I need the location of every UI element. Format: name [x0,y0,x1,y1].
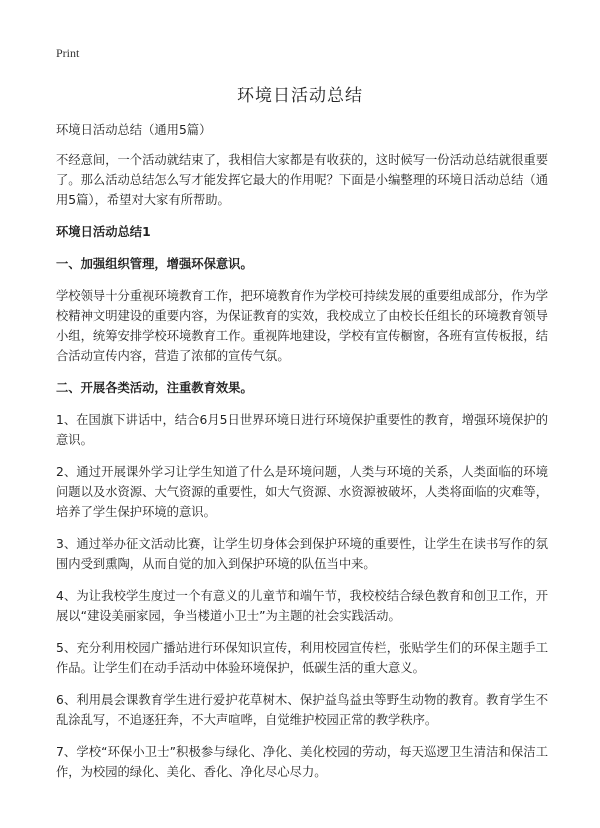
intro-paragraph: 不经意间，一个活动就结束了，我相信大家都是有收获的，这时候写一份活动总结就很重要了。那么活动总结怎么写才能发挥它最大的作用呢？下面是小编整理的环境日活动总结（通用5篇），希望对大家有所帮助。 [56,153,548,207]
list-item: 1、在国旗下讲话中，结合6月5日世界环境日进行环境保护重要性的教育，增强环境保护的意识。 [56,413,548,447]
list-item: 4、为让我校学生度过一个有意义的儿童节和端午节，我校校结合绿色教育和创卫工作，开展以“建设美丽家园，争当楼道小卫士”为主题的社会实践活动。 [56,589,548,623]
section-title: 环境日活动总结1 [56,225,151,239]
document-body [56,120,548,794]
document-subtitle: 环境日活动总结（通用5篇） [56,123,212,137]
list-item: 7、学校“环保小卫士”积极参与绿化、净化、美化校园的劳动，每天巡逻卫生清洁和保洁工作，为校园的绿化、美化、香化、净化尽心尽力。 [56,745,548,779]
page-title: 环境日活动总结 [237,86,363,106]
print-link[interactable]: Print [56,46,80,60]
list-item: 6、利用晨会课教育学生进行爱护花草树木、保护益鸟益虫等野生动物的教育。教育学生不乱涂乱写，不追逐狂奔，不大声喧哗，自觉维护校园正常的教学秩序。 [56,693,548,727]
paragraph-organization: 学校领导十分重视环境教育工作，把环境教育作为学校可持续发展的重要组成部分，作为学校精神文明建设的重要内容，为保证教育的实效，我校成立了由校长任组长的环境教育领导小组，统筹安排学校环境教育工作。重视阵地建设，学校有宣传橱窗，各班有宣传板报，结合活动宣传内容，营造了浓郁的宣传气氛。 [56,289,548,363]
heading-organization: 一、加强组织管理，增强环保意识。 [56,257,253,271]
list-item: 5、充分利用校园广播站进行环保知识宣传，利用校园宣传栏，张贴学生们的环保主题手工作品。让学生们在动手活动中体验环境保护，低碳生活的重大意义。 [56,641,548,675]
list-item: 2、通过开展课外学习让学生知道了什么是环境问题，人类与环境的关系，人类面临的环境问题以及水资源、大气资源的重要性，如大气资源、水资源被破坏，人类将面临的灾难等，培养了学生保护环境的意识。 [56,465,548,519]
list-item: 3、通过举办征文活动比赛，让学生切身体会到保护环境的重要性，让学生在读书写作的氛围内受到熏陶，从而自觉的加入到保护环境的队伍当中来。 [56,537,548,571]
heading-activities: 二、开展各类活动，注重教育效果。 [56,381,253,395]
